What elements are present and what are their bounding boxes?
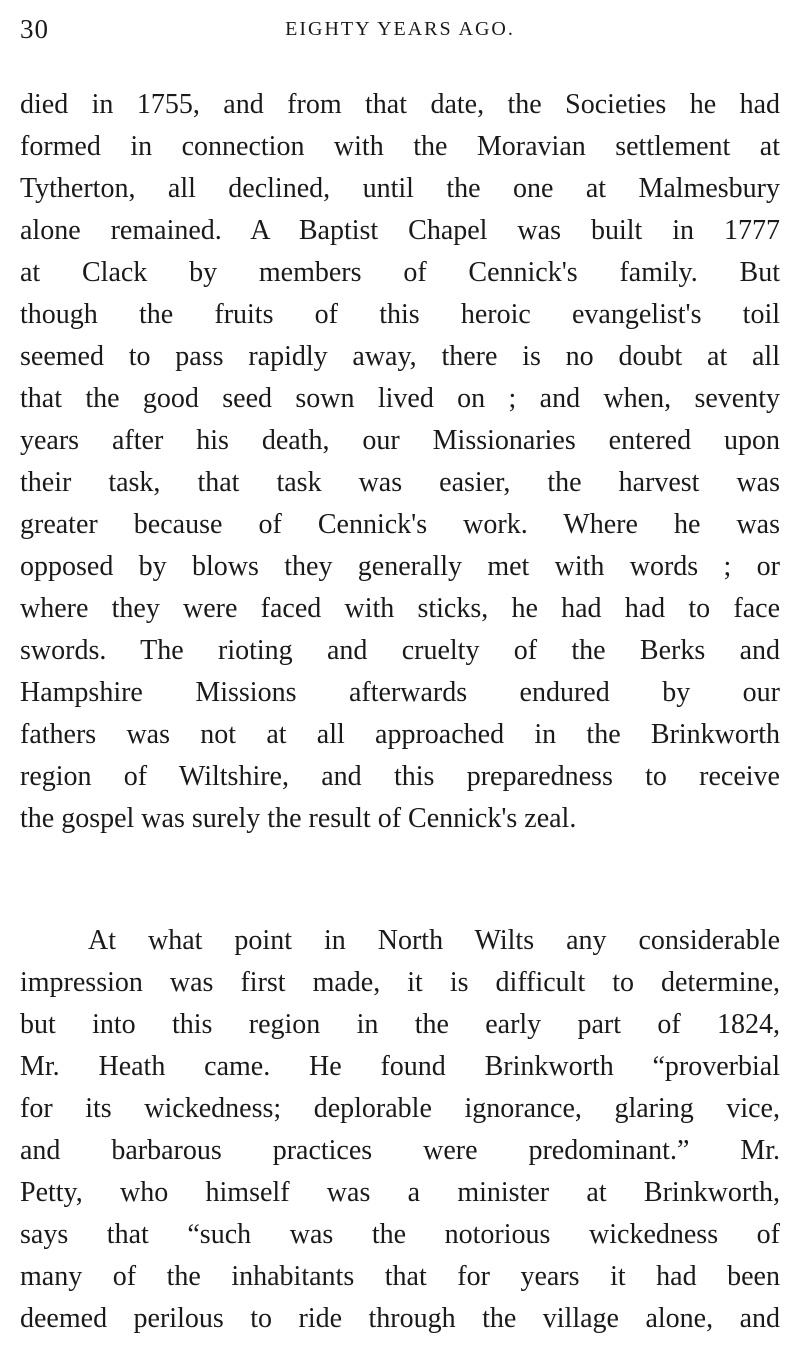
text-line: that the good seed sown lived on ; and when, seventy — [20, 383, 780, 414]
text-line: seemed to pass rapidly away, there is no doubt at all — [20, 341, 780, 372]
text-line: At what point in North Wilts any considerable — [88, 925, 780, 956]
text-line: though the fruits of this heroic evangelist's toil — [20, 299, 780, 330]
paragraph-2 — [20, 920, 780, 1340]
text-line: their task, that task was easier, the harvest was — [20, 467, 780, 498]
text-line: fathers was not at all approached in the Brinkworth — [20, 719, 780, 750]
text-line: Mr. Heath came. He found Brinkworth “proverbial — [20, 1051, 780, 1082]
text-line: opposed by blows they generally met with words ; or — [20, 551, 780, 582]
text-line: Hampshire Missions afterwards endured by our — [20, 677, 780, 708]
page-header — [20, 14, 780, 50]
running-head: EIGHTY YEARS AGO. — [285, 18, 515, 40]
text-line: formed in connection with the Moravian settlement at — [20, 131, 780, 162]
text-line: many of the inhabitants that for years it had been — [20, 1261, 780, 1292]
text-line: greater because of Cennick's work. Where he was — [20, 509, 780, 540]
text-line: Petty, who himself was a minister at Brinkworth, — [20, 1177, 780, 1208]
text-line: Tytherton, all declined, until the one at Malmesbury — [20, 173, 780, 204]
text-line: deemed perilous to ride through the village alone, and — [20, 1303, 780, 1334]
text-line: the gospel was surely the result of Cennick's zeal. — [20, 803, 577, 834]
text-line: died in 1755, and from that date, the Societies he had — [20, 89, 780, 120]
text-line: for its wickedness; deplorable ignorance, glaring vice, — [20, 1093, 780, 1124]
text-line: years after his death, our Missionaries entered upon — [20, 425, 780, 456]
paragraph-1 — [20, 84, 780, 840]
text-line: says that “such was the notorious wickedness of — [20, 1219, 780, 1250]
text-line: impression was first made, it is difficult to determine, — [20, 967, 780, 998]
text-line: where they were faced with sticks, he had had to face — [20, 593, 780, 624]
page-number: 30 — [20, 14, 49, 44]
text-line: swords. The rioting and cruelty of the Berks and — [20, 635, 780, 666]
text-line: at Clack by members of Cennick's family. But — [20, 257, 780, 288]
text-line: and barbarous practices were predominant.” Mr. — [20, 1135, 780, 1166]
text-line: alone remained. A Baptist Chapel was built in 1777 — [20, 215, 780, 246]
text-line: region of Wiltshire, and this preparedness to receive — [20, 761, 780, 792]
text-line: but into this region in the early part of 1824, — [20, 1009, 780, 1040]
